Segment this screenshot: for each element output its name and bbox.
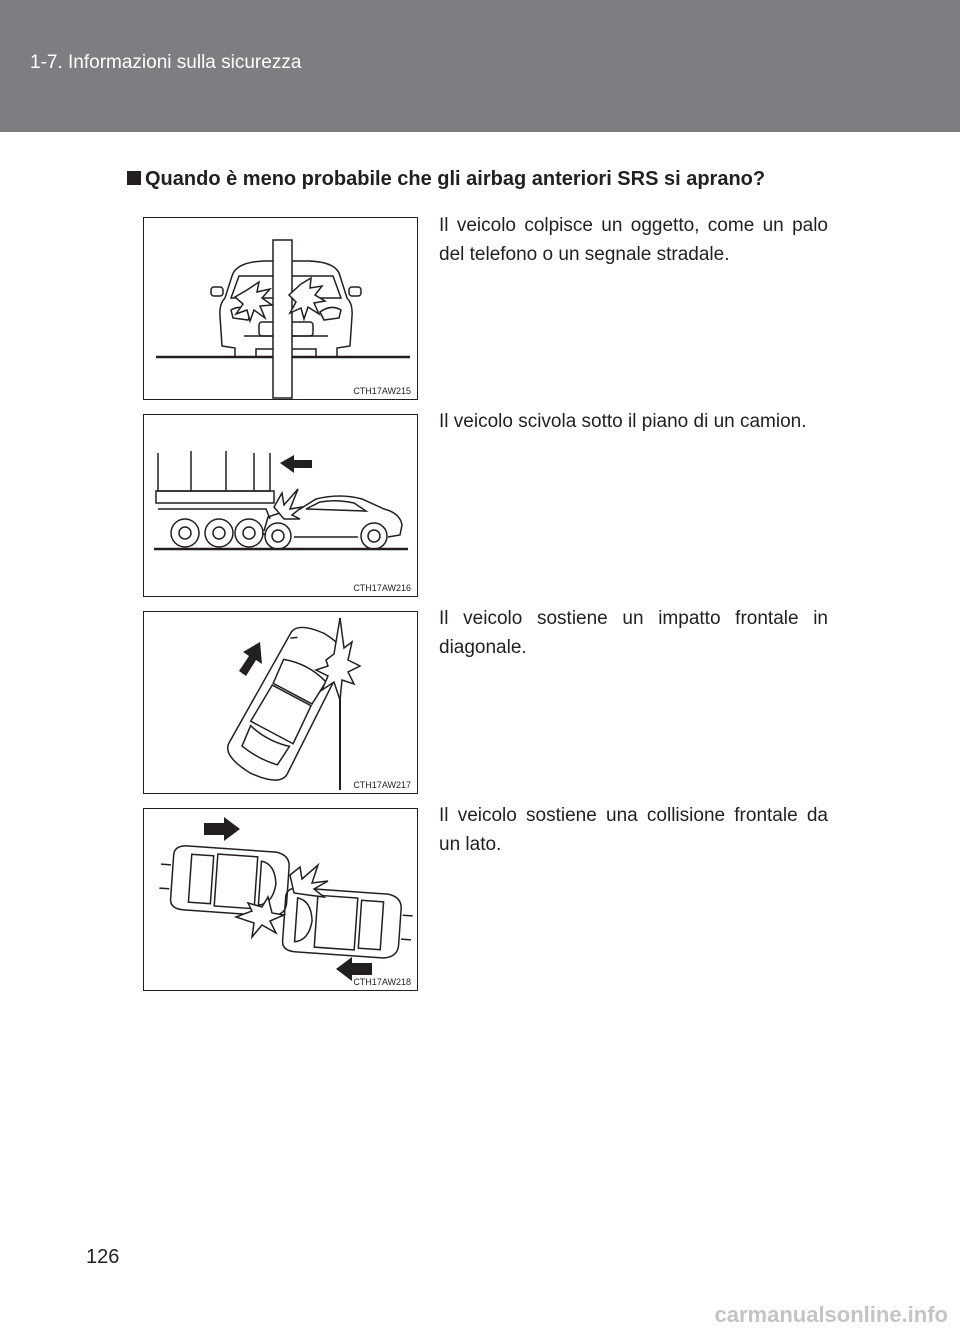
figure-code: CTH17AW218 — [353, 977, 411, 987]
figure-code: CTH17AW215 — [353, 386, 411, 396]
chapter-title: 1-7. Informazioni sulla sicurezza — [30, 52, 302, 73]
page-number: 126 — [86, 1246, 120, 1268]
figure-code: CTH17AW216 — [353, 583, 411, 593]
figure-car-hitting-pole — [143, 217, 418, 400]
car-hitting-pole-illustration — [144, 218, 417, 399]
figure-car-under-truck — [143, 414, 418, 597]
item-description: Il veicolo sostiene un impatto frontale in diagonale. — [439, 608, 828, 658]
section-heading — [127, 168, 765, 191]
item-description: Il veicolo colpisce un oggetto, come un palo del telefono o un segnale stradale. — [439, 215, 828, 265]
item-description: Il veicolo scivola sotto il piano di un camion. — [439, 411, 807, 432]
watermark: carmanualsonline.info — [714, 1302, 948, 1327]
figure-diagonal-impact — [143, 611, 418, 794]
page-header — [0, 0, 960, 132]
car-under-truck-illustration — [144, 415, 417, 596]
square-bullet-icon — [127, 171, 141, 185]
diagonal-impact-illustration — [144, 612, 417, 793]
offset-collision-illustration — [144, 809, 417, 990]
figure-code: CTH17AW217 — [353, 780, 411, 790]
figure-offset-collision — [143, 808, 418, 991]
section-heading-text: Quando è meno probabile che gli airbag anteriori SRS si aprano? — [145, 168, 766, 190]
item-description: Il veicolo sostiene una collisione frontale da un lato. — [439, 805, 828, 855]
